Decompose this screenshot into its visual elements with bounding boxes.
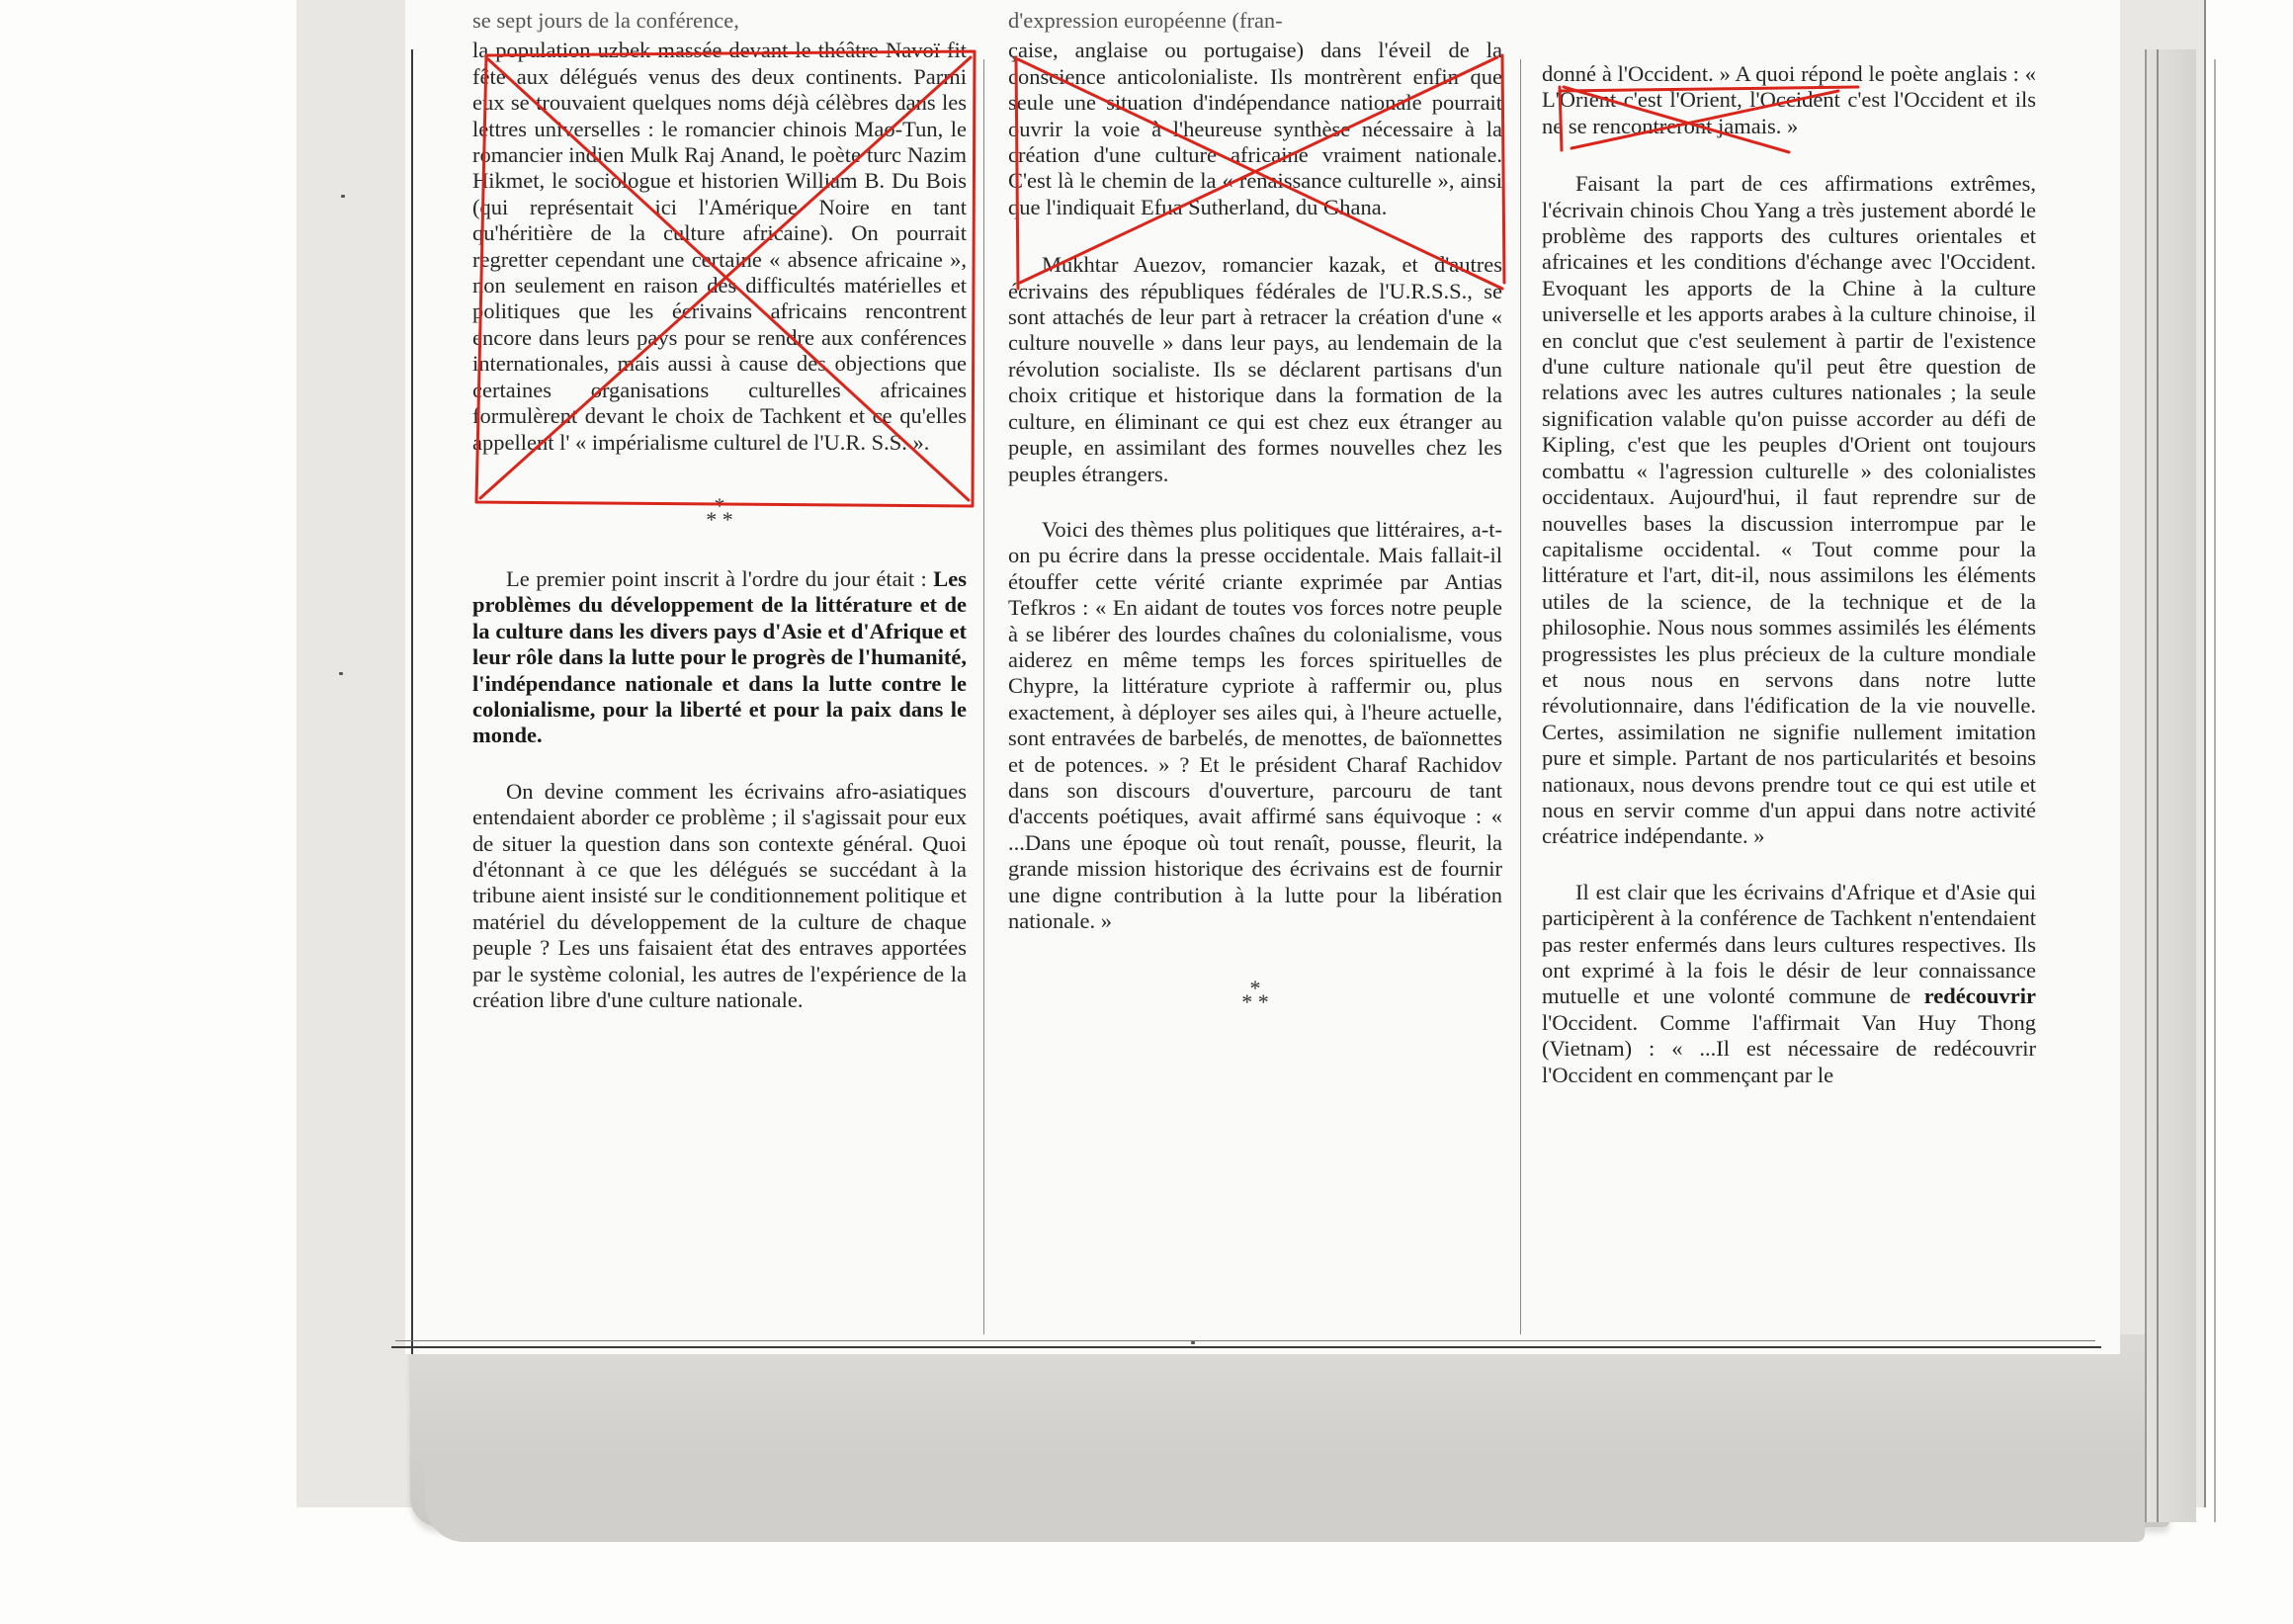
column-2-paragraph-1: çaise, anglaise ou portugaise) dans l'éveil de la conscience anticolonialiste. Ils montrèrent enfin que seule une situation d'indépendance nationale pourrait ouvrir la voie à l'heureuse synthèse nécessaire à la création d'une culture africaine vraiment nationale. C'est là le chemin de la « renaissance culturelle », ainsi que l'indiquait Efua Sutherland, du Ghana. (1008, 38, 1502, 219)
column-2-paragraph-3: Voici des thèmes plus politiques que littéraires, a-t-on pu écrire dans la presse occidentale. Mais fallait-il étouffer cette vérité criante exprimée par Antias Tefkros : « En aidant de toutes vos forces notre peuple à se libérer des lourdes chaînes du colonialisme, vous aiderez en même temps les forces spirituelles de Chypre, la littérature cypriote à raffermir ou, plus exactement, à déployer ses ailes qui, à l'heure actuelle, sont entravées de barbelés, de menottes, de baïonnettes et de potences. » ? Et le président Charaf Rachidov dans son discours d'ouverture, parcouru de tant d'accents poétiques, avait affirmé sans équivoque : « ...Dans une époque où tout renaît, pousse, fleurit, la grande mission historique des écrivains est de fournir une digne contribution à la lutte pour la libération nationale. » (1008, 516, 1502, 933)
redecouvrir-bold: redécouvrir (1923, 983, 2036, 1009)
column-2-paragraph-2: Mukhtar Auezov, romancier kazak, et d'autres écrivains des républiques fédérales de l'U.R.S.S., se sont attachés de leur part à retracer la création d'une « culture nouvelle » dans leur pays, au lendemain de la révolution socialiste. Ils se déclarent partisans d'un choix critique et historique dans la formation de la culture, en éliminant ce qui est chez eux étranger au peuple, en assimilant des formes nouvelles chez les peuples étrangers. (1008, 252, 1502, 486)
column-2-cut-line: d'expression européenne (fran- (1008, 8, 1283, 33)
text-column-2 (1008, 8, 1502, 1049)
page-edge-line-outer (2214, 59, 2216, 1522)
scan-speck (339, 672, 343, 675)
column-1-paragraph-1: la population uzbek massée devant le théâtre Navoï fit fête aux délégués venus des deux continents. Parmi eux se trouvaient quelques noms déjà célèbres dans les lettres universelles : le romancier chinois Mao-Tun, le romancier indien Mulk Raj Anand, le poète turc Nazim Hikmet, le sociologue et historien William B. Du Bois (qui représentait ici l'Amérique Noire en tant qu'héritière de la culture africaine). On pourrait regretter cependant une certaine « absence africaine », non seulement en raison des difficultés matérielles et politiques que les écrivains africains rencontrent encore dans leurs pays pour se rendre aux conférences internationales, mais aussi à cause des objections que certaines organisations culturelles africaines formulèrent devant le choix de Tachkent et ce qu'elles appellent l' « impérialisme culturel de l'U.R. S.S. ». (472, 38, 967, 455)
text-column-1 (472, 8, 968, 1013)
column-3-paragraph-2: Faisant la part de ces affirmations extrêmes, l'écrivain chinois Chou Yang a très justement abordé le problème des rapports des cultures orientales et africaines et les conditions d'échange avec l'Occident. Evoquant les apports de la Chine à la culture universelle et les apports arabes à la culture chinoise, il en conclut que c'est seulement à partir de l'existence d'une culture nationale qu'il peut être question de relations avec les autres cultures nationales ; la seule signification valable qu'on puisse accorder au défi de Kipling, c'est que les peuples d'Orient ont toujours combattu « l'agression culturelle » des colonialistes occidentaux. Aujourd'hui, il faut reprendre sur de nouvelles bases la discussion interrompue par le capitalisme occidental. « Tout comme pour la littérature et l'art, dit-il, nous assimilons les éléments utiles de la science, de la technique et de la philosophie. Nous nous sommes assimilés les éléments progressistes les plus précieux de la culture mondiale et nous nous en servons dans notre lutte révolutionnaire, dans l'édification de la vie nouvelle. Certes, assimilation ne signifie nullement imitation pure et simple. Partant de nos particularités et besoins nationaux, nous devons prendre tout ce qui est utile et nous en servir comme d'un appui dans notre activité créatrice indépendante. » (1542, 171, 2036, 849)
column-3-paragraph-3 (1542, 880, 2036, 1088)
column-3-paragraph-3-part-a: Il est clair que les écrivains d'Afrique et d'Asie qui participèrent à la conférence de Tachkent n'entendaient pas rester enfermés dans leurs cultures respectives. Ils ont exprimé à la fois le désir de leur connaissance mutuelle et une volonté commune de (1542, 879, 2036, 1009)
column-rule-1 (983, 59, 984, 1334)
agenda-title-bold: Les problèmes du développement de la littérature et de la culture dans les divers pays d'Asie et d'Afrique et leur rôle dans la lutte pour le progrès de l'humanité, l'indépendance nationale et dans la lutte contre le colonialisme, pour la liberté et pour la paix dans le monde. (472, 565, 968, 748)
column-rule-2 (1520, 59, 1521, 1334)
stars-glyph: * * * (1241, 976, 1269, 1015)
column-1-paragraph-2 (472, 566, 967, 749)
page-edge-line (2157, 49, 2159, 1522)
book-page-bottom-shadow (425, 1453, 2145, 1542)
scan-speck (1191, 1341, 1195, 1344)
section-separator-stars (1008, 976, 1502, 1015)
column-1-paragraph-3: On devine comment les écrivains afro-asiatiques entendaient aborder ce problème ; il s'agissait pour eux de situer la question dans son contexte général. Quoi d'étonnant à ce que les délégués se succédant à la tribune aient insisté sur le conditionnement politique et matériel du développement de la culture de chaque peuple ? Les uns faisaient état des entraves apportées par le système colonial, les autres de l'expérience de la création libre d'une culture nationale. (472, 778, 967, 1012)
scan-speck (341, 195, 345, 198)
agenda-intro: Le premier point inscrit à l'ordre du jour était : (506, 565, 934, 591)
frame-left-rule (411, 49, 413, 1354)
text-column-3 (1542, 61, 2036, 1088)
book-spine-edge (2145, 49, 2196, 1522)
column-3-paragraph-3-part-b: l'Occident. Comme l'affirmait Van Huy Thong (Vietnam) : « ...Il est nécessaire de redécouvrir l'Occident en commençant par le (1542, 1009, 2036, 1087)
section-separator-stars (472, 492, 967, 532)
frame-bottom-rule (391, 1346, 2101, 1348)
column-3-paragraph-1: donné à l'Occident. » A quoi répond le poète anglais : « L'Orient c'est l'Orient, l'Occident c'est l'Occident et ils ne se rencontreront jamais. » (1542, 61, 2036, 138)
stars-glyph: * * * (706, 492, 733, 532)
frame-bottom-rule-inner (395, 1340, 2095, 1341)
column-1-cut-line: se sept jours de la conférence, (472, 8, 739, 33)
